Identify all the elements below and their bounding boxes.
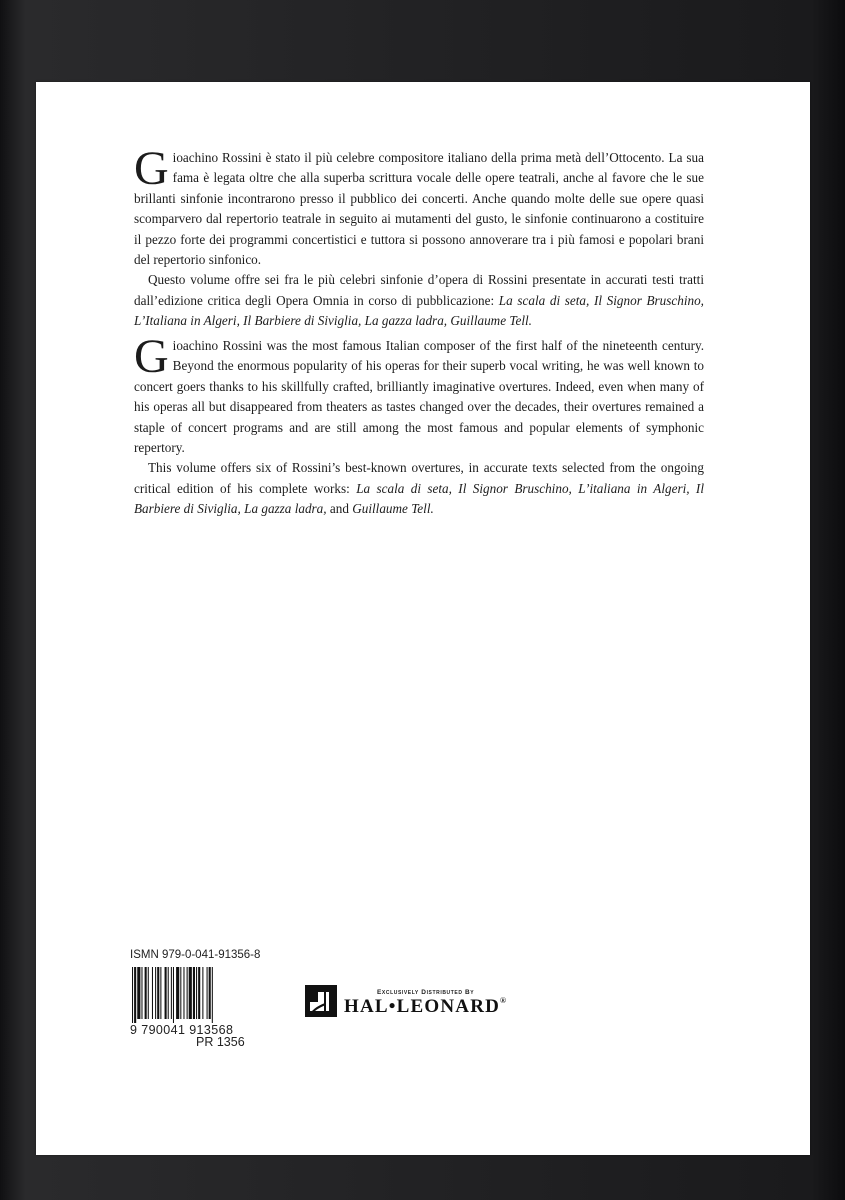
publisher-wordmark: HAL•LEONARD xyxy=(344,996,501,1017)
barcode-bar xyxy=(176,967,179,1019)
barcode-bar xyxy=(207,967,208,1019)
barcode-bar xyxy=(183,967,184,1019)
publisher-block xyxy=(304,984,507,1018)
barcode-bar xyxy=(168,967,169,1019)
barcode-bar xyxy=(148,967,149,1019)
english-overture-titles: La scala di seta, Il Signor Bruschino, L’italiana in Algeri, Il Barbiere di Siviglia, La gazza ladra, xyxy=(134,480,704,517)
catalog-number: PR 1356 xyxy=(196,1035,245,1049)
english-paragraph-2-text: This volume offers six of Rossini’s best-known overtures, in accurate texts selected from the ongoing critical edition of his complete works: xyxy=(134,460,704,496)
italian-paragraph-1: Gioachino Rossini è stato il più celebre compositore italiano della prima metà dell’Ottocento. La sua fama è legata oltre che alla superba scrittura vocale delle opere teatrali, anche al favore che le sue brillanti sinfonie incontrarono presso il pubblico dei concerti. Anche quando molte delle sue opere quasi scomparvero dal repertorio teatrale in seguito ai mutamenti del gusto, le sinfonie continuarono a costituire il pezzo forte dei programmi concertistici e tuttora si possono annoverare tra i più famosi e popolari brani del repertorio sinfonico. xyxy=(134,142,704,268)
barcode-bar xyxy=(209,967,211,1019)
barcode-bar xyxy=(196,967,197,1019)
barcode-bar xyxy=(160,967,161,1019)
hal-leonard-logo-icon xyxy=(304,984,338,1018)
barcode-bar xyxy=(157,967,159,1019)
italian-paragraph-2-text: Questo volume offre sei fra le più celebri sinfonie d’opera di Rossini presentate in accurati testi tratti dall’edizione critica degli Opera Omnia in corso di pubblicazione: xyxy=(134,272,704,308)
barcode-bar xyxy=(155,967,156,1019)
english-paragraph-1: Gioachino Rossini was the most famous Italian composer of the first half of the nineteenth century. Beyond the enormous popularity of his operas for their superb vocal writing, he was well known to concert goers thanks to his skillfully crafted, brilliantly imaginative overtures. Indeed, even when many of his operas all but disappeared from theaters as tastes changed over the decades, their overtures remained a staple of concert programs and are still among the most famous and popular elements of symphonic repertory. xyxy=(134,330,704,456)
barcode-bar xyxy=(193,967,195,1019)
distributed-by-label: Exclusively Distributed By xyxy=(377,989,475,996)
barcode-bar xyxy=(173,967,174,1023)
italian-paragraph-2 xyxy=(134,270,704,331)
barcode-bar xyxy=(134,967,136,1023)
barcode-bar xyxy=(141,967,142,1019)
publisher-name xyxy=(344,996,507,1018)
barcode-bars xyxy=(130,967,250,1023)
english-description xyxy=(134,330,704,520)
barcode-bar xyxy=(145,967,147,1019)
barcode-bar xyxy=(171,967,172,1019)
english-last-title: Guillaume Tell. xyxy=(352,501,434,517)
italian-overture-titles: La scala di seta, Il Signor Bruschino, L’Italiana in Algeri, Il Barbiere di Siviglia, La gazza ladra, Guillaume Tell. xyxy=(134,292,704,329)
barcode-bar xyxy=(165,967,167,1019)
barcode-bar xyxy=(152,967,153,1019)
barcode-bar xyxy=(202,967,203,1019)
ismn-number: ISMN 979-0-041-91356-8 xyxy=(130,949,261,961)
barcode xyxy=(130,967,250,1037)
barcode-bar xyxy=(198,967,200,1019)
registered-mark: ® xyxy=(500,996,508,1005)
barcode-bar xyxy=(180,967,181,1019)
barcode-bar xyxy=(137,967,140,1019)
barcode-bar xyxy=(189,967,192,1019)
barcode-bar xyxy=(212,967,213,1023)
english-paragraph-2 xyxy=(134,458,704,519)
italian-description xyxy=(134,142,704,332)
english-and: and xyxy=(326,501,353,517)
barcode-bar xyxy=(132,967,133,1023)
barcode-digits: 9 790041 913568 xyxy=(130,1023,234,1037)
barcode-bar xyxy=(187,967,188,1019)
back-cover-page xyxy=(36,82,810,1155)
publisher-text xyxy=(344,989,507,1018)
